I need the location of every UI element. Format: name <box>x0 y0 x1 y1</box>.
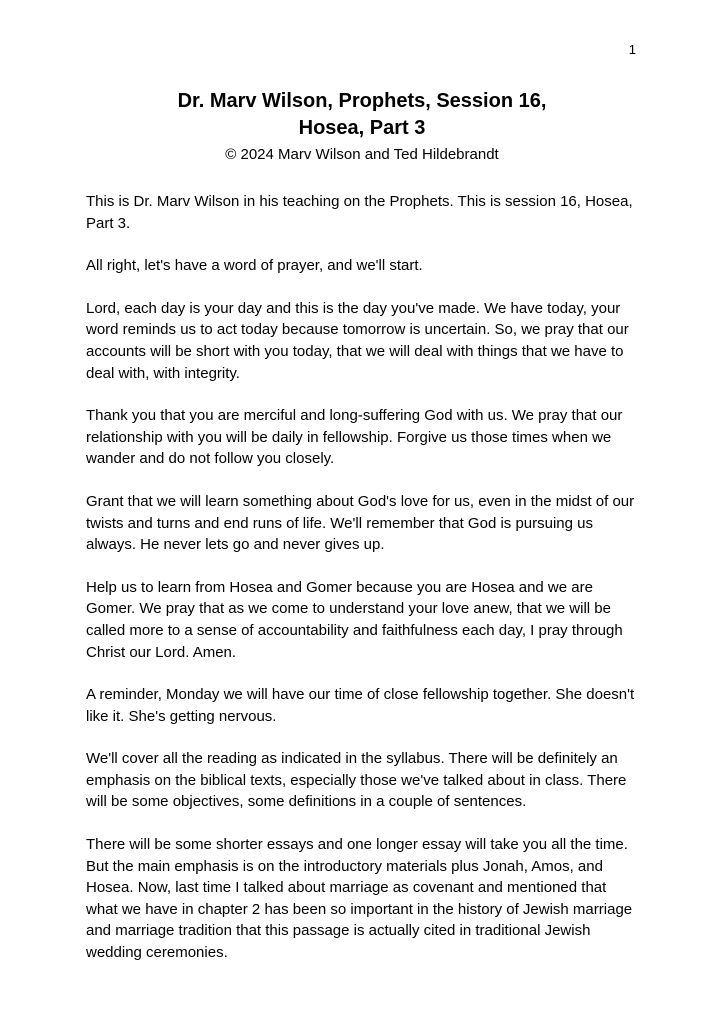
paragraph: Grant that we will learn something about God's love for us, even in the midst of our twists and turns and end runs of life. We'll remember that God is pursuing us always. He never lets go and never gives up. <box>86 492 635 554</box>
paragraph: There will be some shorter essays and one longer essay will take you all the time. But the main emphasis is on the introductory materials plus Jonah, Amos, and Hosea. Now, last time I talked about marriage as covenant and mentioned that what we have in chapter 2 has been so important in the history of Jewish marriage and marriage tradition that this passage is actually cited in traditional Jewish wedding ceremonies. <box>86 836 633 962</box>
title-line-2: Hosea, Part 3 <box>298 117 426 139</box>
paragraph: All right, let's have a word of prayer, and we'll start. <box>86 257 423 275</box>
document-title <box>86 88 638 163</box>
paragraph: Thank you that you are merciful and long-suffering God with us. We pray that our relationship with you will be daily in fellowship. Forgive us those times when we wander and do not follow you closely. <box>86 407 623 468</box>
paragraph: We'll cover all the reading as indicated in the syllabus. There will be definitely an emphasis on the biblical texts, especially those we've talked about in class. There will be some objectives, some definitions in a couple of sentences. <box>86 750 627 811</box>
document-body <box>86 191 638 964</box>
page-number: 1 <box>628 42 636 57</box>
paragraph: This is Dr. Marv Wilson in his teaching on the Prophets. This is session 16, Hosea, Part 3. <box>86 193 633 232</box>
paragraph: A reminder, Monday we will have our time of close fellowship together. She doesn't like it. She's getting nervous. <box>86 686 635 725</box>
paragraph: Help us to learn from Hosea and Gomer because you are Hosea and we are Gomer. We pray that as we come to understand your love anew, that we will be called more to a sense of accountability and faithfulness each day, I pray through Christ our Lord. Amen. <box>86 578 623 661</box>
title-line-1: Dr. Marv Wilson, Prophets, Session 16, <box>177 90 547 112</box>
copyright-line: © 2024 Marv Wilson and Ted Hildebrandt <box>225 146 499 163</box>
paragraph: Lord, each day is your day and this is the day you've made. We have today, your word reminds us to act today because tomorrow is uncertain. So, we pray that our accounts will be short with you today, that we will deal with things that we have to deal with, with integrity. <box>86 299 629 382</box>
